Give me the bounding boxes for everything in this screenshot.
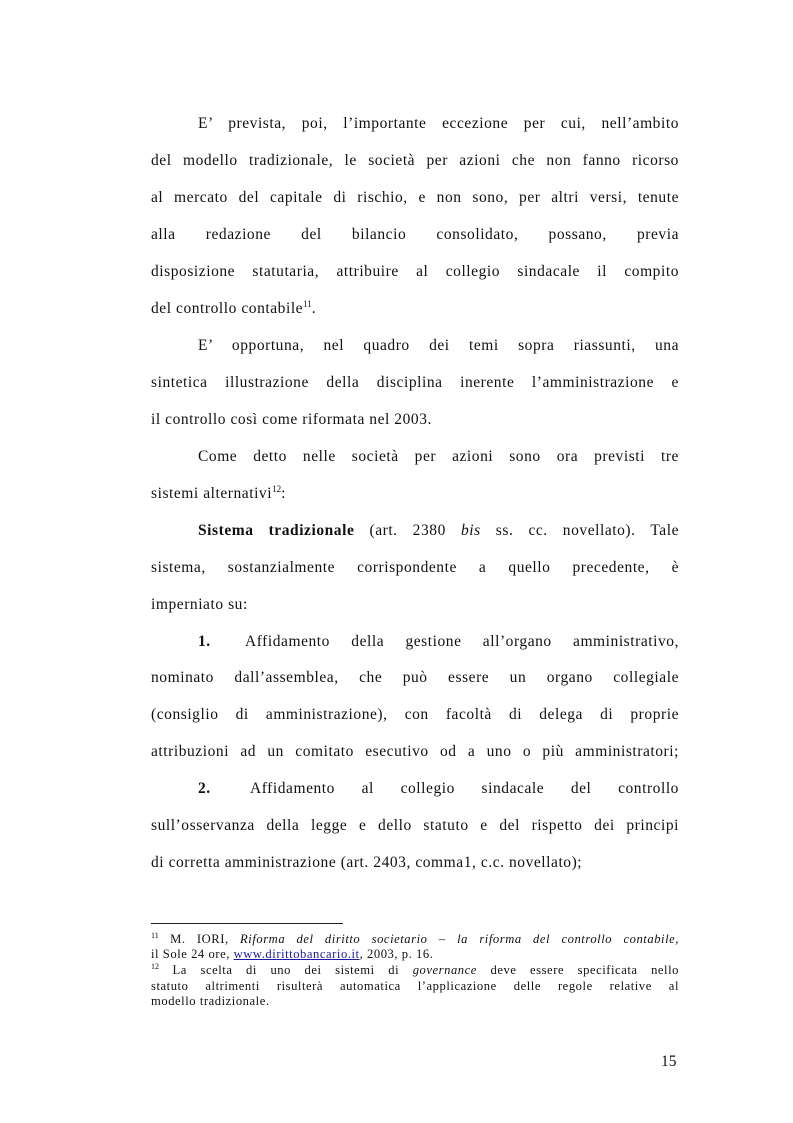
footnote-11-number: 11 [151,931,159,940]
footnote-12-b: deve essere specificata nello [476,963,680,977]
footnote-separator [151,923,343,924]
paragraph-3-line-2-text: sistemi alternativi [151,485,273,502]
item-1-number: 1. [198,633,211,650]
page-number: 15 [661,1053,677,1070]
paragraph-1-line-1: E’ prevista, poi, l’importante eccezione per cui, nell’ambito [198,115,679,132]
item-1-line-4: attribuzioni ad un comitato esecutivo od a uno o più amministratori; [151,743,679,760]
paragraph-4-line-1-b: ss. cc. novellato). Tale [480,522,680,539]
paragraph-3-line-2-end: : [281,485,286,502]
footnote-12-italic: governance [412,963,477,977]
footnote-11-line-2 [151,947,679,961]
item-1-line-2: nominato dall’assemblea, che può essere un organo collegiale [151,669,679,686]
footnote-ref-12: 12 [272,484,282,494]
footnote-11-title: Riforma del diritto societario – la riforma del controllo contabile, [240,932,679,946]
item-1-line-3: (consiglio di amministrazione), con facoltà di delega di proprie [151,706,679,723]
paragraph-1-line-4: alla redazione del bilancio consolidato, possano, previa [151,226,679,243]
item-1-line-1 [198,632,679,652]
footnote-12-line-3: modello tradizionale. [151,994,270,1008]
paragraph-1-line-2: del modello tradizionale, le società per azioni che non fanno ricorso [151,152,679,169]
paragraph-1-line-5: disposizione statutaria, attribuire al collegio sindacale il compito [151,263,679,280]
item-1-line-1-text: Affidamento della gestione all’organo amministrativo, [245,633,679,650]
footnote-12-line-1 [151,963,679,977]
section-heading: Sistema tradizionale [198,522,355,539]
item-2-line-1-text: Affidamento al collegio sindacale del controllo [250,780,679,797]
paragraph-2-line-2: sintetica illustrazione della disciplina inerente l’amministrazione e [151,374,679,391]
paragraph-3-line-1: Come detto nelle società per azioni sono ora previsti tre [198,448,679,465]
footnote-12-number: 12 [151,962,159,971]
paragraph-1-line-6 [151,299,679,319]
item-2-number: 2. [198,780,211,797]
paragraph-2-line-3: il controllo così come riformata nel 2003. [151,411,432,428]
footnote-12-line-2: statuto altrimenti risulterà automatica l’applicazione delle regole relative al [151,979,679,993]
paragraph-3-line-2 [151,484,679,504]
paragraph-1-line-3: al mercato del capitale di rischio, e non sono, per altri versi, tenute [151,189,679,206]
footnote-11-year: , 2003, p. 16. [359,947,434,961]
item-2-line-3: di corretta amministrazione (art. 2403, comma1, c.c. novellato); [151,854,583,871]
paragraph-4-line-2: sistema, sostanzialmente corrispondente a quello precedente, è [151,559,679,576]
paragraph-1-line-6-text: del controllo contabile [151,300,304,317]
paragraph-4-line-1-a: (art. 2380 [354,522,461,539]
footnote-11-source: il Sole 24 ore, [151,947,234,961]
item-2-line-2: sull’osservanza della legge e dello statuto e del rispetto dei principi [151,817,679,834]
footnote-11-line-1 [151,932,679,946]
paragraph-4-line-3: imperniato su: [151,596,248,613]
footnote-12-a: La scelta di uno dei sistemi di [159,963,413,977]
footnote-ref-11: 11 [303,299,312,309]
paragraph-1-line-6-end: . [311,300,317,317]
paragraph-4-line-1 [198,521,679,541]
footnote-11-link[interactable]: www.dirittobancario.it [233,947,360,961]
paragraph-4-line-1-italic: bis [460,522,481,539]
paragraph-2-line-1: E’ opportuna, nel quadro dei temi sopra riassunti, una [198,337,679,354]
item-2-line-1 [198,779,679,799]
footnote-11-author: M. IORI, [158,932,241,946]
